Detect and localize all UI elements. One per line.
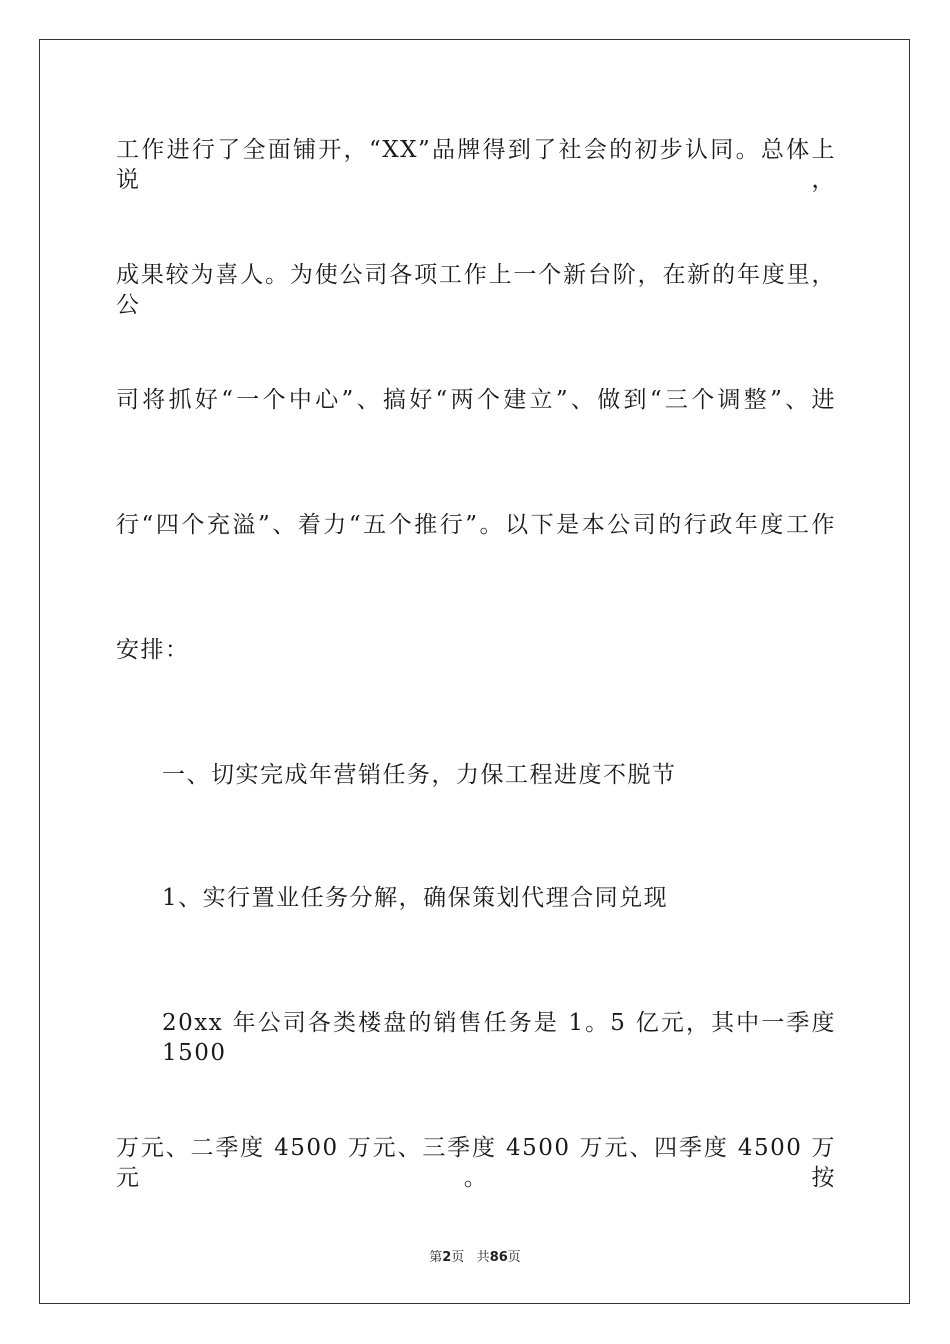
page-border — [39, 39, 910, 1304]
footer-total-prefix: 共 — [476, 1250, 490, 1265]
body-line-1: 工作进行了全面铺开，“XX”品牌得到了社会的初步认同。总体上说， — [116, 137, 836, 193]
body-line-2: 成果较为喜人。为使公司各项工作上一个新台阶，在新的年度里，公 — [116, 262, 836, 318]
body-line-8: 20xx 年公司各类楼盘的销售任务是 1。5 亿元，其中一季度 1500 — [162, 1010, 836, 1066]
section-heading: 一、切实完成年营销任务，力保工程进度不脱节 — [162, 762, 677, 788]
footer-page-suffix: 页 — [451, 1250, 465, 1265]
body-line-3: 司将抓好“一个中心”、搞好“两个建立”、做到“三个调整”、进 — [116, 387, 836, 413]
body-line-9: 万元、二季度 4500 万元、三季度 4500 万元、四季度 4500 万元。按 — [116, 1135, 836, 1191]
body-line-4: 行“四个充溢”、着力“五个推行”。以下是本公司的行政年度工作 — [116, 512, 836, 538]
footer-page-number: 2 — [442, 1250, 452, 1265]
footer-prefix: 第 — [429, 1250, 443, 1265]
footer-total-suffix: 页 — [507, 1250, 521, 1265]
page-footer — [0, 1246, 950, 1265]
body-line-5: 安排： — [116, 637, 190, 663]
subsection-heading: 1、实行置业任务分解，确保策划代理合同兑现 — [162, 885, 669, 911]
footer-total-pages: 86 — [489, 1250, 508, 1265]
